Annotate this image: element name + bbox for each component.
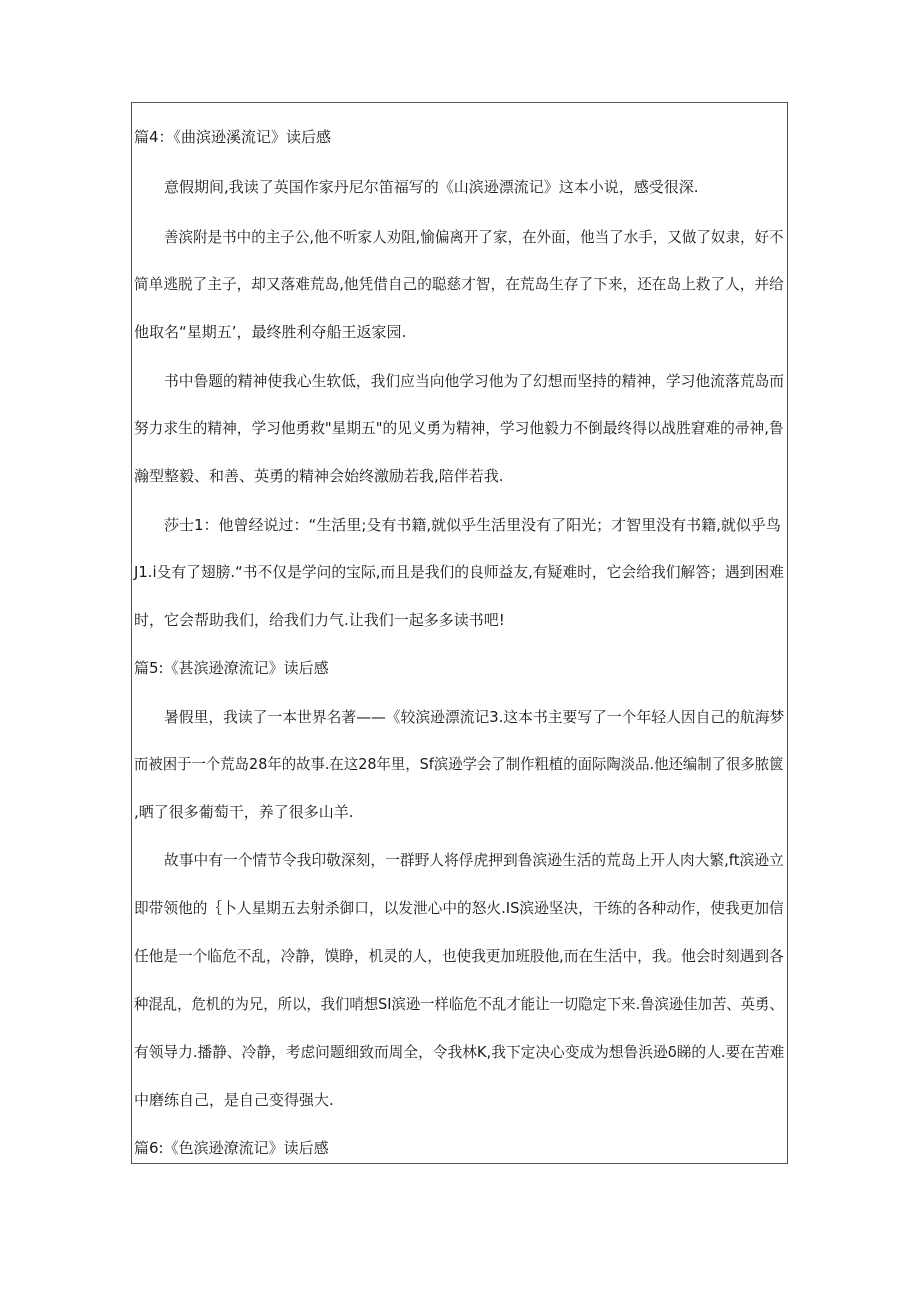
paragraph-line: 种混乱，危机的为兄，所以，我们哨想SI滨逊一样临危不乱才能让一切隐定下来.鲁滨逊佳加苦、英勇、 [134,995,784,1013]
paragraph-line: 而被困于一个荒岛28年的故事.在这28年里，Sf滨逊学会了制作粗植的面际陶淡品.他还编制了很多脓篋 [134,755,784,773]
section-heading: 篇5:《甚滨逊潦流记》读后感 [134,659,329,677]
section-heading: 篇4：《曲滨逊溪流记》读后感 [134,128,332,146]
paragraph-line: 努力求生的精神，学习他勇救"星期五"的见义勇为精神，学习他毅力不倒最终得以战胜窘难的帚神,鲁 [134,419,784,437]
paragraph-line: J1.i殳有了翅膀.“书不仅是学问的宝际,而且是我们的良师益友,有疑难时，它会给我们解答；遇到困难 [134,563,784,581]
paragraph-line: 瀚型整毅、和善、英勇的精神会始终激励若我,陪伴若我. [134,467,504,485]
paragraph-line: 莎士1：他曾经说过：“生活里;殳有书籍,就似乎生活里没有了阳光；才智里没有书籍,就似乎鸟 [164,516,781,534]
paragraph-line: 即带领他的｛卜人星期五去射杀御口，以发泄心中的怒火.IS滨逊坚决，干练的各种动作，使我更加信 [134,899,784,917]
paragraph-line: 时，它会帮助我们，给我们力气.让我们一起多多读书吧! [134,611,505,629]
paragraph-line: 书中鲁题的精神使我心生软低，我们应当向他学习他为了幻想而坚持的精神，学习他流落荒岛而 [164,372,784,390]
paragraph-line: 中磨练自己，是自己变得强大. [134,1091,334,1109]
paragraph-line: 有领导力.播静、冷静，考虑问题细致而周全，令我林K,我下定决心变成为想鲁浜逊δ睇的人.要在苦难 [134,1043,785,1061]
paragraph-line: 暑假里，我读了一本世界名著——《较滨逊漂流记3.这本书主要写了一个年轻人因自己的航海梦 [164,708,785,726]
paragraph-line: 任他是一个临危不乱，冷静，馍睁，机灵的人，也使我更加班股他,而在生活中，我。他会时刻遇到各 [134,947,784,965]
paragraph-line: 他取名“星期五’，最终胜利夺船王返家园. [134,323,407,341]
paragraph-line: 简单逃脱了主子，却又落难荒岛,他凭借自己的聪慈才智，在荒岛生存了下来，还在岛上救了人，并给 [134,275,784,293]
paragraph-line: 故事中有一个情节令我印敬深刻，一群野人将俘虎押到鲁滨逊生活的荒岛上开人肉大繁,ft滨逊立 [164,851,784,869]
paragraph-line: 善滨附是书中的主子公,他不听家人劝阻,愉偏离开了家，在外面，他当了水手，又做了奴隶，好不 [164,228,784,246]
paragraph-line: 意假期间,我读了英国作家丹尼尔笛福写的《山滨逊漂流记》这本小说，感受很深. [164,178,699,196]
section-heading: 篇6:《色滨逊潦流记》读后感 [134,1139,329,1157]
paragraph-line: ,晒了很多葡萄干，养了很多山羊. [134,803,354,821]
